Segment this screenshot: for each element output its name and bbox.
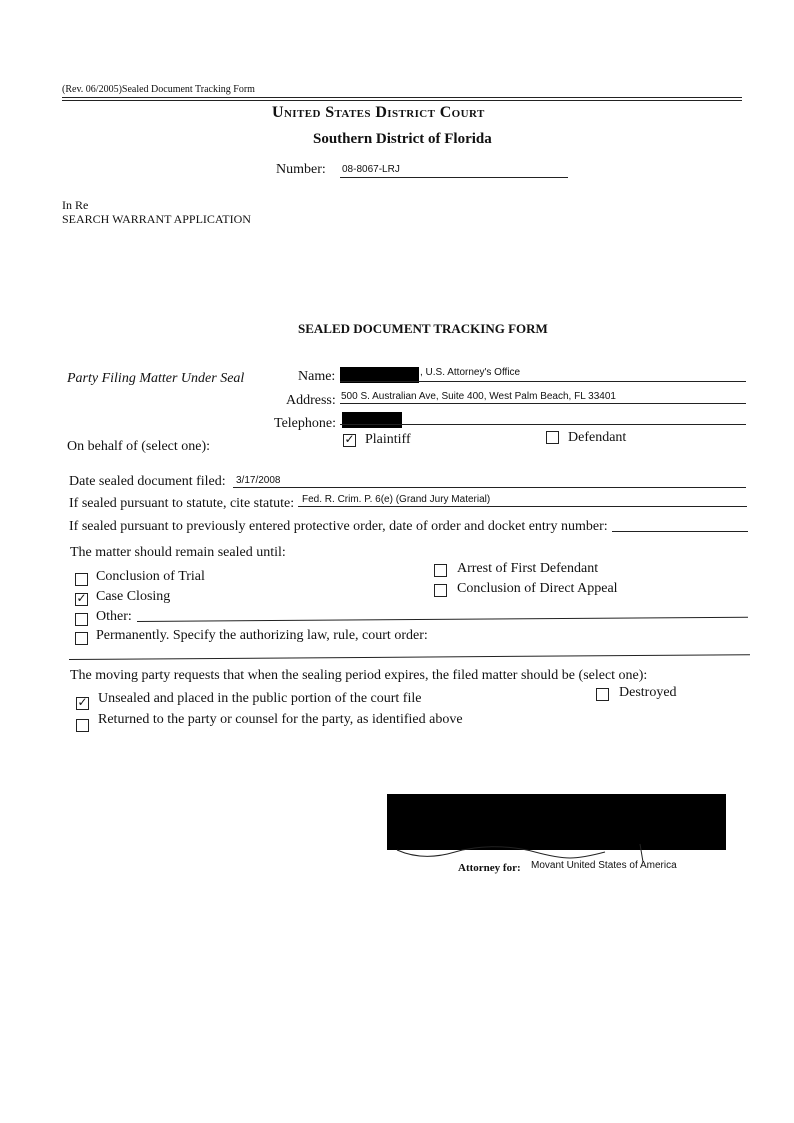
direct-appeal-checkbox[interactable] bbox=[434, 584, 447, 597]
address-value[interactable]: 500 S. Australian Ave, Suite 400, West Palm Beach, FL 33401 bbox=[341, 391, 616, 402]
protective-order-line bbox=[612, 531, 748, 532]
address-line bbox=[340, 403, 746, 404]
date-filed-line bbox=[233, 487, 746, 488]
address-label: Address: bbox=[286, 393, 336, 408]
section-divider bbox=[69, 654, 750, 660]
on-behalf-label: On behalf of (select one): bbox=[67, 439, 211, 454]
in-re-label: In Re bbox=[62, 198, 89, 212]
case-closing-checkbox[interactable] bbox=[75, 593, 88, 606]
other-checkbox[interactable] bbox=[75, 613, 88, 626]
case-closing-label: Case Closing bbox=[96, 589, 171, 604]
destroyed-label: Destroyed bbox=[619, 685, 677, 700]
expiry-label: The moving party requests that when the sealing period expires, the filed matter should be (select one): bbox=[70, 668, 648, 683]
name-label: Name: bbox=[298, 369, 336, 384]
unsealed-label: Unsealed and placed in the public portion of the court file bbox=[98, 691, 422, 706]
form-revision: (Rev. 06/2005)Sealed Document Tracking Form bbox=[62, 84, 255, 95]
other-label: Other: bbox=[96, 609, 132, 624]
arrest-defendant-label: Arrest of First Defendant bbox=[457, 561, 599, 576]
name-line bbox=[340, 381, 746, 382]
statute-label: If sealed pursuant to statute, cite statute: bbox=[69, 496, 295, 511]
arrest-defendant-checkbox[interactable] bbox=[434, 564, 447, 577]
name-value[interactable]: , U.S. Attorney's Office bbox=[420, 367, 521, 378]
conclusion-trial-label: Conclusion of Trial bbox=[96, 569, 205, 584]
district-name: Southern District of Florida bbox=[313, 131, 492, 147]
other-line bbox=[137, 617, 748, 622]
header-rule-top bbox=[62, 97, 742, 98]
permanently-label: Permanently. Specify the authorizing law, rule, court order: bbox=[96, 628, 428, 643]
date-filed-value[interactable]: 3/17/2008 bbox=[236, 475, 281, 486]
redacted-telephone bbox=[342, 412, 402, 428]
unsealed-checkbox[interactable] bbox=[76, 697, 89, 710]
attorney-for-label: Attorney for: bbox=[458, 862, 521, 874]
statute-line bbox=[298, 506, 747, 507]
party-filing-label: Party Filing Matter Under Seal bbox=[67, 371, 245, 386]
court-name: United States District Court bbox=[272, 104, 485, 121]
telephone-label: Telephone: bbox=[274, 416, 336, 431]
returned-checkbox[interactable] bbox=[76, 719, 89, 732]
plaintiff-label: Plaintiff bbox=[365, 432, 411, 447]
attorney-for-value: Movant United States of America bbox=[531, 860, 677, 871]
direct-appeal-label: Conclusion of Direct Appeal bbox=[457, 581, 618, 596]
conclusion-trial-checkbox[interactable] bbox=[75, 573, 88, 586]
unsealed-check-mark: ✓ bbox=[77, 695, 88, 709]
telephone-line bbox=[340, 424, 746, 425]
number-label: Number: bbox=[276, 162, 326, 177]
plaintiff-check-mark: ✓ bbox=[344, 432, 355, 446]
date-filed-label: Date sealed document filed: bbox=[69, 474, 226, 489]
case-number[interactable]: 08-8067-LRJ bbox=[342, 164, 400, 175]
statute-value[interactable]: Fed. R. Crim. P. 6(e) (Grand Jury Material) bbox=[302, 494, 491, 505]
remain-sealed-label: The matter should remain sealed until: bbox=[70, 545, 286, 560]
destroyed-checkbox[interactable] bbox=[596, 688, 609, 701]
matter-title: SEARCH WARRANT APPLICATION bbox=[62, 212, 251, 226]
permanently-checkbox[interactable] bbox=[75, 632, 88, 645]
case-closing-check-mark: ✓ bbox=[76, 591, 87, 605]
defendant-checkbox[interactable] bbox=[546, 431, 559, 444]
defendant-label: Defendant bbox=[568, 430, 627, 445]
returned-label: Returned to the party or counsel for the party, as identified above bbox=[98, 712, 463, 727]
plaintiff-checkbox[interactable] bbox=[343, 434, 356, 447]
header-rule-bottom bbox=[62, 100, 742, 101]
form-title: SEALED DOCUMENT TRACKING FORM bbox=[298, 321, 548, 336]
case-number-line bbox=[340, 177, 568, 178]
protective-order-label: If sealed pursuant to previously entered protective order, date of order and docket entry number: bbox=[69, 519, 608, 534]
